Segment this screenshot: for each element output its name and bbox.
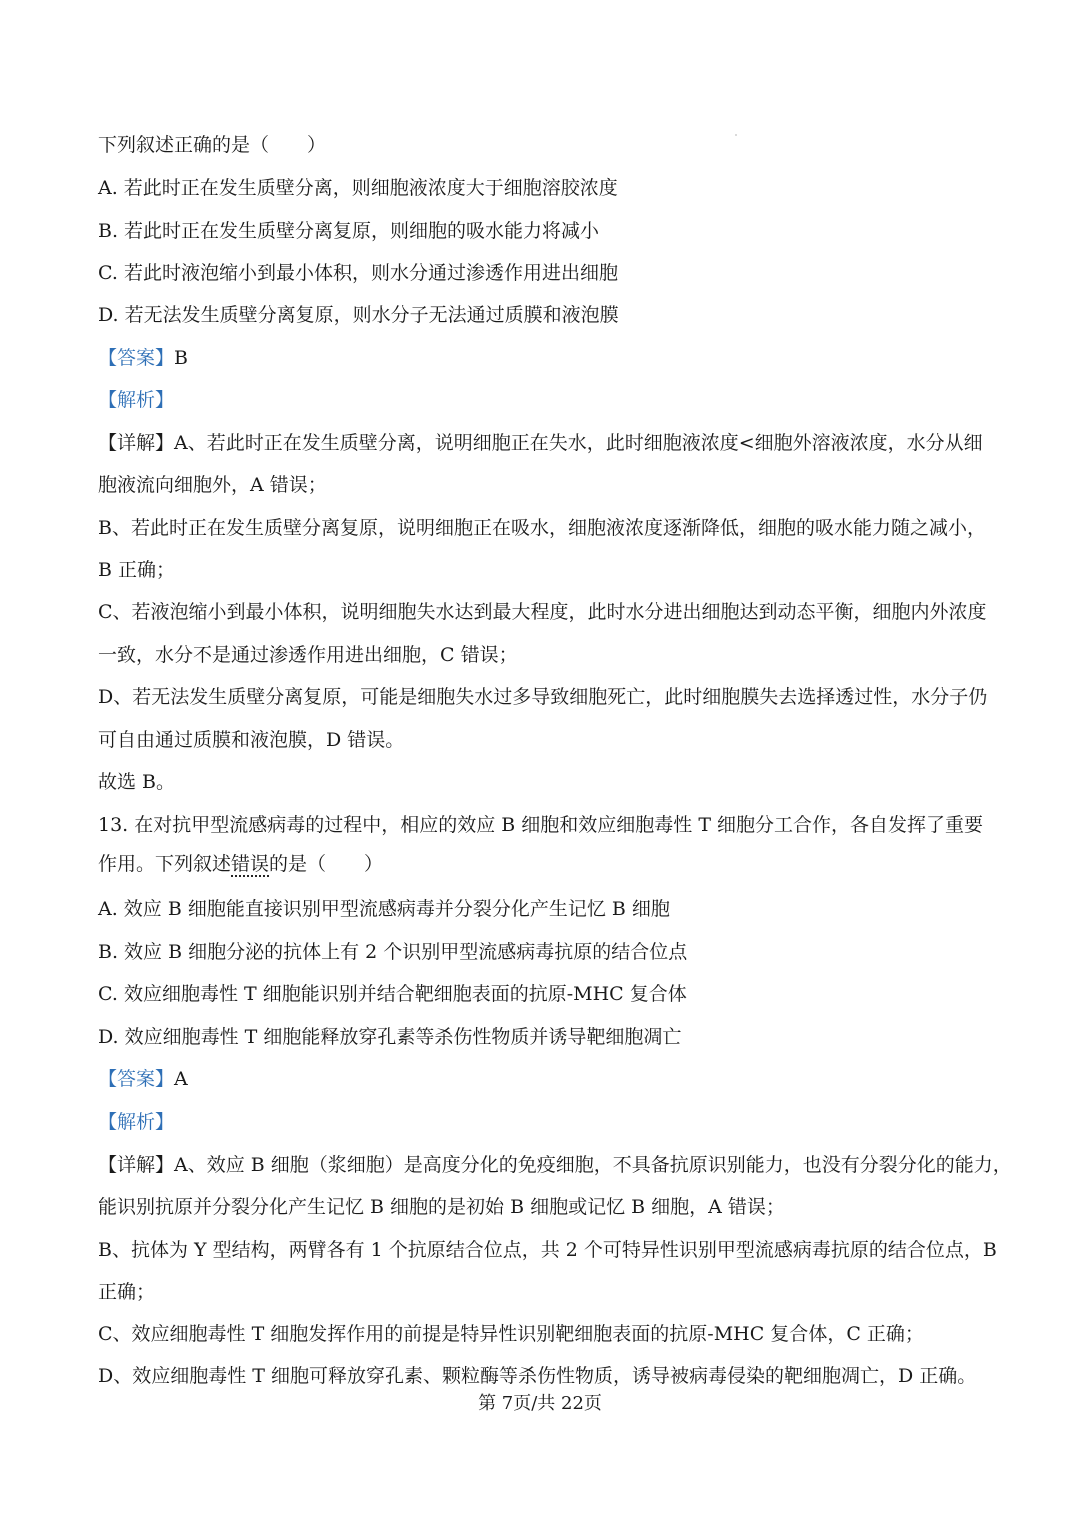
q12-detail-line: 胞液流向细胞外，A 错误； (98, 474, 327, 496)
q12-analysis-label: 【解析】 (98, 389, 175, 411)
q12-option-a: A. 若此时正在发生质壁分离，则细胞液浓度大于细胞溶胶浓度 (98, 177, 618, 199)
q13-analysis-label: 【解析】 (98, 1111, 175, 1133)
answer-label: 【答案】 (98, 1068, 175, 1090)
q12-option-c: C. 若此时液泡缩小到最小体积，则水分通过渗透作用进出细胞 (98, 262, 618, 284)
emphasis-wrong: 错误 (231, 853, 270, 875)
detail-label: 【详解】 (98, 432, 175, 454)
detail-label: 【详解】 (98, 1154, 175, 1176)
q13-stem-line2 (98, 851, 988, 877)
q13-answer (98, 1066, 988, 1092)
q13-detail-line: 正确； (98, 1281, 156, 1303)
q12-stem: 下列叙述正确的是（ ） (98, 134, 327, 156)
answer-value: A (174, 1068, 188, 1090)
stem-text: 作用。下列叙述 (98, 853, 232, 875)
q13-detail-line: 能识别抗原并分裂分化产生记忆 B 细胞的是初始 B 细胞或记忆 B 细胞，A 错误； (98, 1196, 785, 1218)
q12-conclusion: 故选 B。 (98, 771, 176, 793)
q13-option-a: A. 效应 B 细胞能直接识别甲型流感病毒并分裂分化产生记忆 B 细胞 (98, 898, 670, 920)
q12-detail-line: 可自由通过质膜和液泡膜，D 错误。 (98, 729, 405, 751)
q13-detail-line: C、效应细胞毒性 T 细胞发挥作用的前提是特异性识别靶细胞表面的抗原-MHC 复合体，C 正确； (98, 1323, 924, 1345)
q13-option-d: D. 效应细胞毒性 T 细胞能释放穿孔素等杀伤性物质并诱导靶细胞凋亡 (98, 1026, 682, 1048)
q13-detail-line: B、抗体为 Y 型结构，两臂各有 1 个抗原结合位点，共 2 个可特异性识别甲型流感病毒抗原的结合位点，B (98, 1239, 997, 1261)
q12-option-b: B. 若此时正在发生质壁分离复原，则细胞的吸水能力将减小 (98, 220, 600, 242)
answer-label: 【答案】 (98, 347, 175, 369)
q13-option-b: B. 效应 B 细胞分泌的抗体上有 2 个识别甲型流感病毒抗原的结合位点 (98, 941, 688, 963)
q13-option-c: C. 效应细胞毒性 T 细胞能识别并结合靶细胞表面的抗原-MHC 复合体 (98, 983, 687, 1005)
q12-detail-line: B 正确； (98, 559, 176, 581)
detail-text: A、效应 B 细胞（浆细胞）是高度分化的免疫细胞，不具备抗原识别能力，也没有分裂分化的能力， (174, 1154, 1012, 1176)
q12-detail-line: B、若此时正在发生质壁分离复原，说明细胞正在吸水，细胞液浓度逐渐降低，细胞的吸水能力随之减小， (98, 517, 986, 539)
q12-detail-line: 一致，水分不是通过渗透作用进出细胞，C 错误； (98, 644, 518, 666)
q12-detail-line (98, 430, 988, 456)
answer-value: B (174, 347, 188, 369)
q13-stem-line1: 13. 在对抗甲型流感病毒的过程中，相应的效应 B 细胞和效应细胞毒性 T 细胞分工合作，各自发挥了重要 (98, 814, 984, 836)
q12-detail-line: C、若液泡缩小到最小体积，说明细胞失水达到最大程度，此时水分进出细胞达到动态平衡，细胞内外浓度 (98, 601, 987, 623)
q12-detail-line: D、若无法发生质壁分离复原，可能是细胞失水过多导致细胞死亡，此时细胞膜失去选择透过性，水分子仍 (98, 686, 988, 708)
q12-answer (98, 345, 988, 371)
q13-detail-line: D、效应细胞毒性 T 细胞可释放穿孔素、颗粒酶等杀伤性物质，诱导被病毒侵染的靶细胞凋亡，D 正确。 (98, 1365, 977, 1387)
q12-option-d: D. 若无法发生质壁分离复原，则水分子无法通过质膜和液泡膜 (98, 304, 619, 326)
page-number: 第 7页/共 22页 (478, 1393, 602, 1414)
stem-text: 的是（ ） (269, 853, 384, 875)
detail-text: A、若此时正在发生质壁分离，说明细胞正在失水，此时细胞液浓度<细胞外溶液浓度，水分从细 (174, 432, 983, 454)
q13-detail-line (98, 1152, 1012, 1178)
